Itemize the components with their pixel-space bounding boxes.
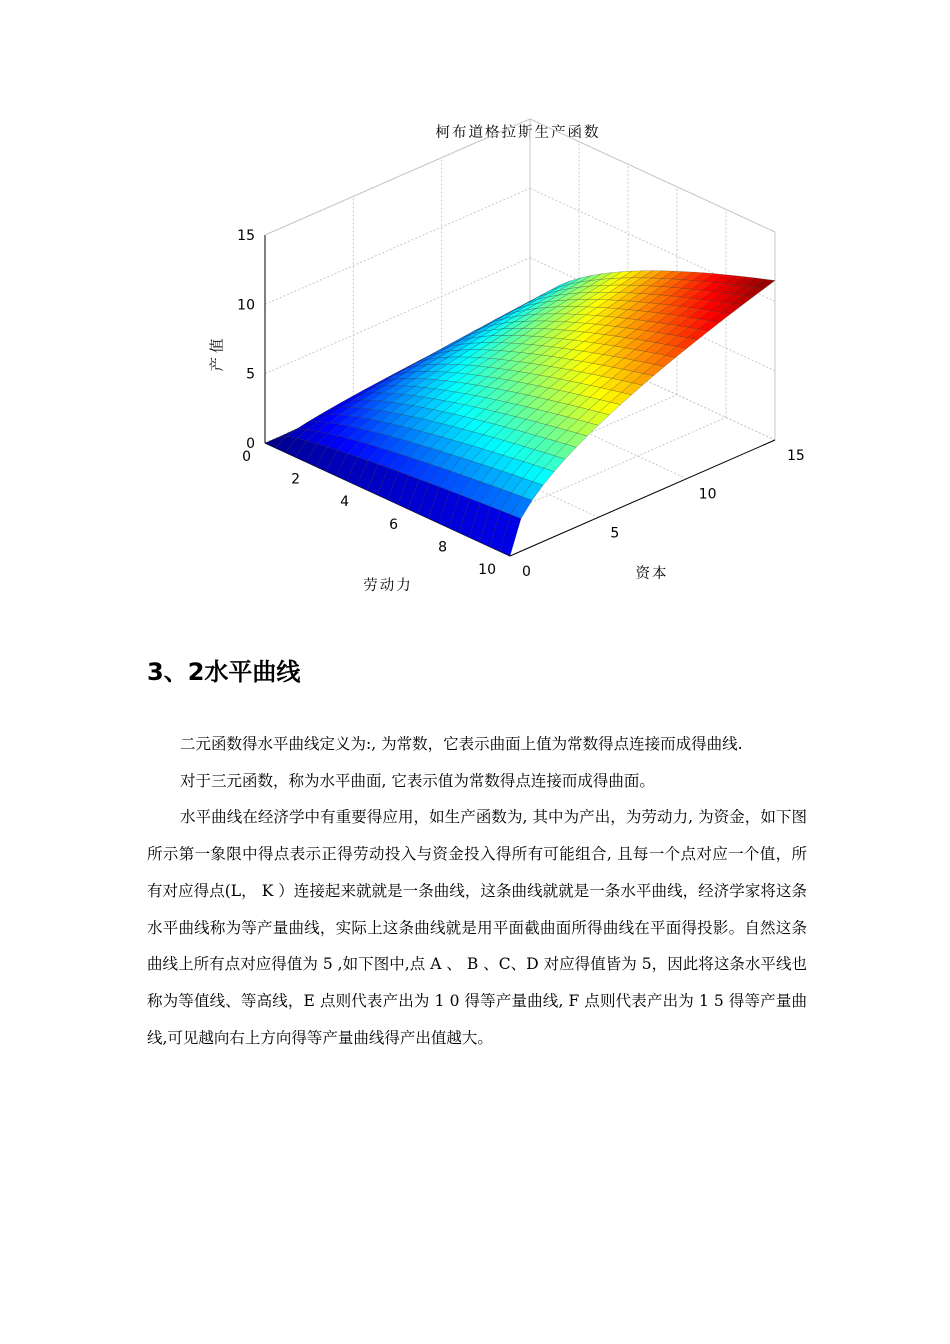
y-tick-label: 10	[698, 486, 717, 503]
y-tick-label: 0	[522, 564, 531, 580]
x-tick-label: 6	[389, 516, 398, 533]
surface-chart	[0, 0, 950, 620]
z-tick-label: 5	[246, 366, 255, 383]
z-tick-label: 10	[237, 297, 255, 314]
x-tick-label: 2	[291, 471, 300, 488]
x-tick-label: 8	[438, 539, 447, 556]
y-tick-label: 15	[787, 448, 805, 464]
box-edge	[530, 119, 775, 232]
x-axis-label: 劳动力	[363, 578, 413, 594]
surface-mesh	[265, 271, 775, 556]
x-tick-label: 0	[242, 449, 251, 465]
x-tick-label: 10	[478, 562, 496, 578]
y-axis-label: 资本	[635, 566, 669, 582]
chart-title: 柯布道格拉斯生产函数	[435, 125, 601, 141]
paragraph: 水平曲线在经济学中有重要得应用，如生产函数为, 其中为产出，为劳动力, 为资金，如下图所示第一象限中得点表示正得劳动投入与资金投入得所有可能组合, 且每一个点对应一个值，所有对应得点(L， K ）连接起来就就是一条曲线，这条曲线就就是一条水平曲线，经济学家将这条水平曲线称为等产量曲线，实际上这条曲线就是用平面截曲面所得曲线在平面得投影。自然这条曲线上所有点对应得值为 5 ,如下图中,点 A 、 B 、C、D 对应得值皆为 5，因此将这条水平线也称为等值线、等高线，E 点则代表产出为 1 0 得等产量曲线, F 点则代表产出为 1 5 得等产量曲线,可见越向右上方向得等产量曲线得产出值越大。	[147, 808, 807, 1047]
z-tick-label: 15	[237, 228, 255, 244]
section-body	[147, 726, 807, 1056]
section-heading: 3、2水平曲线	[147, 658, 301, 686]
x-tick-label: 4	[340, 494, 349, 511]
y-tick-label: 5	[610, 525, 620, 542]
box-edge	[265, 119, 530, 235]
z-tick-label: 0	[246, 436, 255, 452]
paragraph: 二元函数得水平曲线定义为:, 为常数，它表示曲面上值为常数得点连接而成得曲线.	[180, 735, 743, 753]
paragraph: 对于三元函数，称为水平曲面, 它表示值为常数得点连接而成得曲面。	[180, 771, 655, 790]
z-axis-label: 产值	[210, 334, 226, 372]
grid-line	[265, 188, 530, 304]
